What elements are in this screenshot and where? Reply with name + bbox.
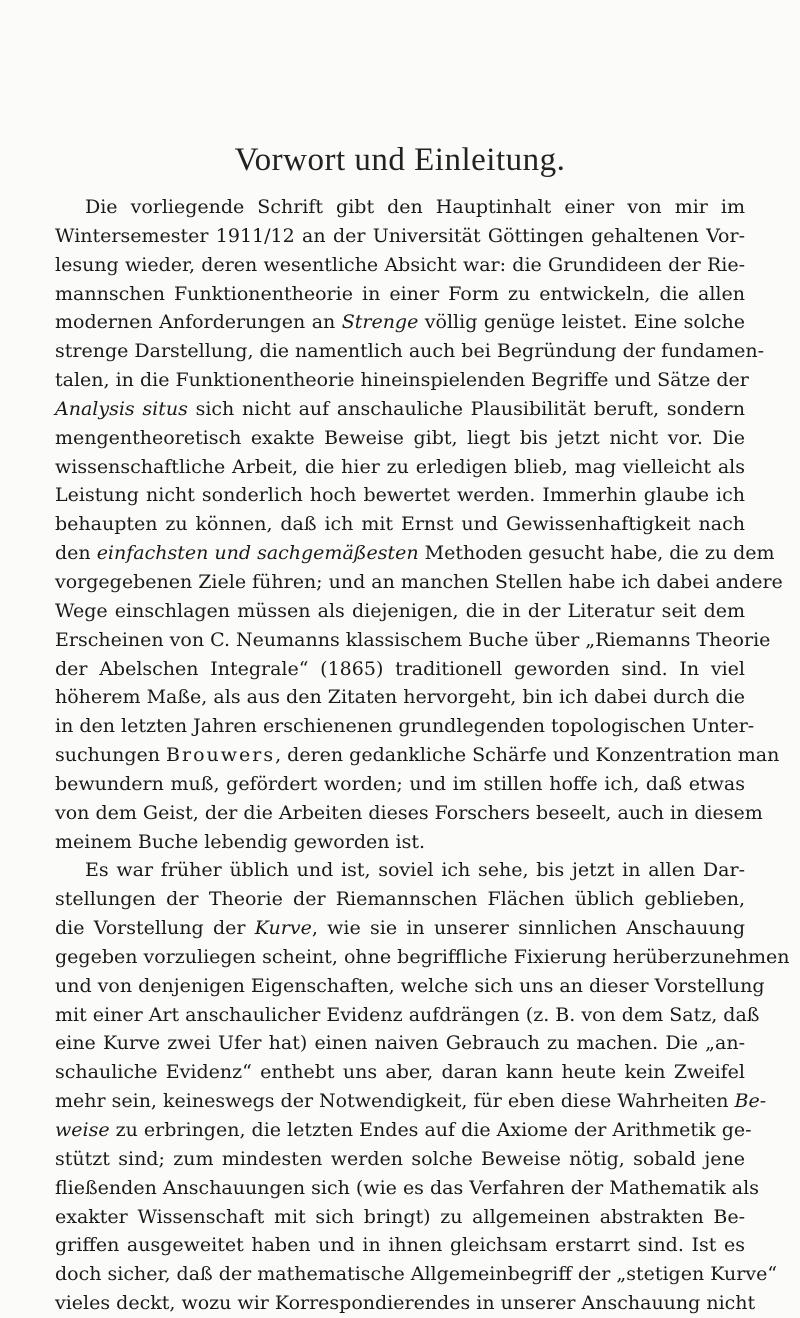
text-line: von dem Geist, der die Arbeiten dieses Forschers beseelt, auch in diesem <box>55 801 763 824</box>
text-line: Erscheinen von C. Neumanns klassischem Buche über „Riemanns Theorie <box>55 628 771 651</box>
text-line: den einfachsten und sachgemäßesten Methoden gesucht habe, die zu dem <box>55 542 775 565</box>
text-line: der Abelschen Integrale“ (1865) traditionell geworden sind. In viel <box>55 657 745 680</box>
text-line: behaupten zu können, daß ich mit Ernst und Gewissenhaftigkeit nach <box>55 513 745 536</box>
text-line: stellungen der Theorie der Riemannschen Flächen üblich geblieben, <box>55 888 745 911</box>
text-line: eine Kurve zwei Ufer hat) einen naiven Gebrauch zu machen. Die „an- <box>55 1032 745 1055</box>
text-line: Die vorliegende Schrift gibt den Hauptinhalt einer von mir im <box>85 196 745 218</box>
text-line: mehr sein, keineswegs der Notwendigkeit, für eben diese Wahrheiten Be- <box>55 1090 767 1113</box>
page-heading: Vorwort und Einleitung. <box>234 142 566 178</box>
text-line: mannschen Funktionentheorie in einer Form zu entwickeln, die allen <box>55 282 745 305</box>
body-text <box>55 193 790 1318</box>
text-line: mit einer Art anschaulicher Evidenz aufdrängen (z. B. von dem Satz, daß <box>55 1003 760 1026</box>
text-line: vorgegebenen Ziele führen; und an manchen Stellen habe ich dabei andere <box>55 570 783 593</box>
text-line: exakter Wissenschaft mit sich bringt) zu allgemeinen abstrakten Be- <box>55 1205 745 1228</box>
text-line: gegeben vorzuliegen scheint, ohne begriffliche Fixierung herüberzunehmen <box>55 945 790 968</box>
text-line: meinem Buche lebendig geworden ist. <box>55 830 426 853</box>
text-line: strenge Darstellung, die namentlich auch bei Begründung der fundamen- <box>55 340 765 363</box>
text-line: suchungen Brouwers, deren gedankliche Schärfe und Konzentration man <box>55 744 780 767</box>
text-line: talen, in die Funktionentheorie hineinspielenden Begriffe und Sätze der <box>55 369 749 392</box>
text-line: Wintersemester 1911/12 an der Universität Göttingen gehaltenen Vor- <box>55 224 745 247</box>
text-line: wissenschaftliche Arbeit, die hier zu erledigen blieb, mag vielleicht als <box>55 455 745 478</box>
text-line: und von denjenigen Eigenschaften, welche sich uns an dieser Vorstellung <box>55 974 765 997</box>
text-line: Leistung nicht sonderlich hoch bewertet werden. Immerhin glaube ich <box>55 484 745 507</box>
text-line: fließenden Anschauungen sich (wie es das Verfahren der Mathematik als <box>55 1176 759 1199</box>
text-line: höherem Maße, als aus den Zitaten hervorgeht, bin ich dabei durch die <box>55 686 745 709</box>
text-line: doch sicher, daß der mathematische Allgemeinbegriff der „stetigen Kurve“ <box>55 1263 778 1286</box>
text-line: weise zu erbringen, die letzten Endes auf die Axiome der Arithmetik ge- <box>55 1119 752 1141</box>
text-line: Analysis situs sich nicht auf anschauliche Plausibilität beruft, sondern <box>55 397 745 420</box>
text-line: mengentheoretisch exakte Beweise gibt, liegt bis jetzt nicht vor. Die <box>55 426 745 449</box>
text-line: stützt sind; zum mindesten werden solche Beweise nötig, sobald jene <box>55 1147 745 1170</box>
text-line: bewundern muß, gefördert worden; und im stillen hoffe ich, daß etwas <box>55 772 745 795</box>
text-line: die Vorstellung der Kurve, wie sie in unserer sinnlichen Anschauung <box>55 917 745 940</box>
text-line: Wege einschlagen müssen als diejenigen, die in der Literatur seit dem <box>55 599 745 622</box>
text-line: Es war früher üblich und ist, soviel ich sehe, bis jetzt in allen Dar- <box>85 859 745 882</box>
text-line: griffen ausgeweitet haben und in ihnen gleichsam erstarrt sind. Ist es <box>55 1234 745 1257</box>
text-line: schauliche Evidenz“ enthebt uns aber, daran kann heute kein Zweifel <box>55 1061 745 1084</box>
text-line: in den letzten Jahren erschienenen grundlegenden topologischen Unter- <box>55 715 755 738</box>
text-line: vieles deckt, wozu wir Korrespondierendes in unserer Anschauung nicht <box>55 1292 756 1315</box>
text-line: lesung wieder, deren wesentliche Absicht war: die Grundideen der Rie- <box>55 253 745 276</box>
text-line: modernen Anforderungen an Strenge völlig genüge leistet. Eine solche <box>55 311 745 334</box>
